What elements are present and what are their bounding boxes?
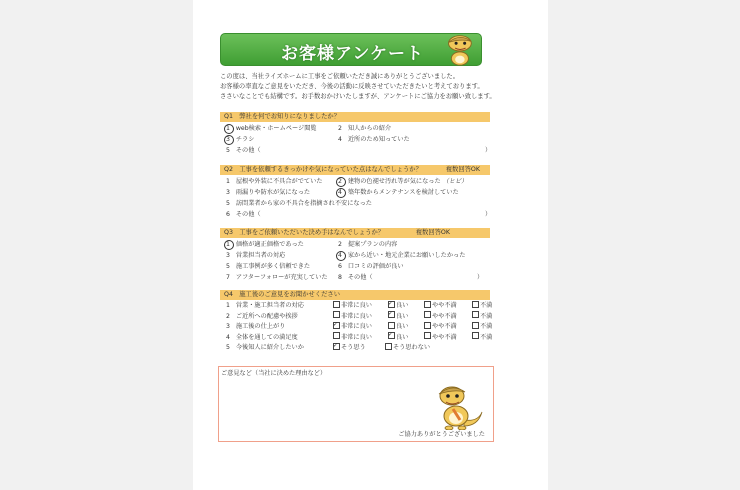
q3-option-8[interactable]: 8 その他（ — [338, 274, 373, 281]
checkbox-icon — [385, 343, 392, 350]
q3-option-5[interactable]: 5 施工事例が多く信頼できた — [226, 263, 311, 270]
q1-option-5[interactable]: 5 その他（ — [226, 147, 261, 154]
checkbox-icon — [424, 332, 431, 339]
q4-checkbox-option[interactable]: ✓ 良い — [388, 312, 408, 322]
q4-checkbox-option[interactable]: 不満 — [472, 333, 492, 343]
q4-checkbox-option[interactable]: 不満 — [472, 301, 492, 311]
q4-heading — [220, 290, 490, 300]
checkbox-icon — [333, 301, 340, 308]
q2-heading — [220, 165, 490, 175]
circled-mark — [224, 135, 234, 145]
q4-checkbox-option[interactable]: 不満 — [472, 312, 492, 322]
checkbox-icon — [472, 322, 479, 329]
circled-mark — [224, 124, 234, 134]
circled-mark — [224, 240, 234, 250]
paren-close: ） — [485, 211, 492, 218]
q4-checkbox-option[interactable]: ✓ 良い — [388, 301, 408, 311]
q4-checkbox-option[interactable]: 非常に良い — [333, 333, 372, 343]
q3-option-1[interactable]: 1 価格が適正価格であった — [226, 241, 304, 248]
paren-close: ） — [477, 274, 484, 281]
q1-heading — [220, 112, 490, 122]
checkbox-icon — [388, 301, 395, 308]
q4-checkbox-option[interactable]: ✓ 良い — [388, 333, 408, 343]
checkbox-icon — [472, 301, 479, 308]
q4-checkbox-option[interactable]: そう思わない — [385, 343, 430, 353]
checkbox-icon — [388, 311, 395, 318]
q2-note: 複数回答OK — [445, 166, 480, 173]
q3-option-3[interactable]: 3 営業担当者の対応 — [226, 252, 286, 259]
thanks-text: ご協力ありがとうございました — [398, 431, 485, 438]
q4-checkbox-option[interactable]: やや不満 — [424, 322, 457, 332]
checkbox-icon — [424, 301, 431, 308]
q4-checkbox-option[interactable]: 非常に良い — [333, 301, 372, 311]
handwritten-note: （ヒビ） — [442, 178, 468, 185]
q1-option-1[interactable]: 1 web検索・ホームページ閲覧 — [226, 125, 317, 132]
q2-option-3[interactable]: 3 雨漏りや防水が気になった — [226, 189, 311, 196]
dinosaur-mascot-icon — [434, 382, 484, 430]
q2-option-2[interactable]: 2 建物の色褪せ汚れ等が気になった （ヒビ） — [338, 178, 468, 185]
q4-row-label: 5 今後知人に紹介したいか — [226, 344, 304, 351]
intro-line: この度は、当社ライズホームに工事をご依頼いただき誠にありがとうございました。 — [220, 73, 460, 80]
circled-mark — [336, 188, 346, 198]
q3-heading-text: Q3 工事をご依頼いただいた決め手はなんでしょうか？ — [224, 229, 385, 236]
q3-option-7[interactable]: 7 アフターフォローが充実していた — [226, 274, 328, 281]
checkbox-icon — [333, 311, 340, 318]
q2-option-1[interactable]: 1 屋根や外装に不具合がでていた — [226, 178, 323, 185]
q3-note: 複数回答OK — [415, 229, 450, 236]
checkbox-icon — [388, 332, 395, 339]
q4-checkbox-option[interactable]: 非常に良い — [333, 312, 372, 322]
q1-heading-text: Q1 弊社を何でお知りになりましたか？ — [224, 113, 341, 120]
intro-line: ささいなことでも結構です。お手数おかけいたしますが、アンケートにご協力をお願い致します。 — [220, 93, 496, 100]
checkbox-icon — [424, 311, 431, 318]
checkbox-icon — [424, 322, 431, 329]
q1-option-3[interactable]: 3 チラシ — [226, 136, 255, 143]
q1-option-4[interactable]: 4 近所のため知っていた — [338, 136, 410, 143]
comment-box[interactable] — [218, 366, 494, 442]
checkbox-icon — [333, 322, 340, 329]
q2-heading-text: Q2 工事を依頼するきっかけや気になっていた点はなんでしょうか？ — [224, 166, 422, 173]
intro-text — [220, 72, 520, 102]
checkbox-icon — [388, 322, 395, 329]
q4-heading-text: Q4 施工後のご意見をお聞かせください — [224, 291, 341, 298]
q2-option-6[interactable]: 6 その他（ — [226, 211, 261, 218]
q3-option-4[interactable]: 4 家から近い・地元企業にお願いしたかった — [338, 252, 466, 259]
q4-checkbox-option[interactable]: 不満 — [472, 322, 492, 332]
circled-mark — [336, 177, 346, 187]
q3-heading — [220, 228, 490, 238]
q4-checkbox-option[interactable]: やや不満 — [424, 312, 457, 322]
circled-mark — [336, 251, 346, 261]
q4-checkbox-option[interactable]: やや不満 — [424, 301, 457, 311]
checkbox-icon — [333, 343, 340, 350]
title-banner — [220, 33, 482, 66]
checkbox-icon — [333, 332, 340, 339]
checkbox-icon — [472, 311, 479, 318]
comment-label: ご意見など（当社に決めた理由など） — [221, 370, 327, 377]
page-title: お客様アンケート — [281, 44, 424, 64]
q3-option-2[interactable]: 2 提案プランの内容 — [338, 241, 398, 248]
q2-option-4[interactable]: 4 築年数からメンテナンスを検討していた — [338, 189, 459, 196]
checkbox-icon — [472, 332, 479, 339]
q4-checkbox-option[interactable]: ✓ そう思う — [333, 343, 366, 353]
survey-page — [193, 0, 548, 490]
q4-row-label: 4 全体を通しての満足度 — [226, 333, 298, 341]
paren-close: ） — [485, 147, 492, 154]
q4-row-label: 3 施工後の仕上がり — [226, 323, 286, 330]
q2-option-5[interactable]: 5 訪問業者から家の不具合を指摘され不安になった — [226, 200, 372, 207]
q4-checkbox-option[interactable]: ✓ 非常に良い — [333, 322, 372, 332]
q4-row-label: 1 営業・施工担当者の対応 — [226, 302, 304, 309]
q4-row-label: 2 ご近所への配慮や挨拶 — [226, 312, 298, 320]
q1-option-2[interactable]: 2 知人からの紹介 — [338, 125, 392, 132]
dinosaur-mascot-icon — [439, 30, 477, 68]
q3-option-6[interactable]: 6 口コミの評価が良い — [338, 263, 404, 270]
intro-line: お客様の率直なご意見をいただき、今後の活動に反映させていただきたいと考えております。 — [220, 83, 484, 90]
q4-checkbox-option[interactable]: 良い — [388, 322, 408, 332]
q4-checkbox-option[interactable]: やや不満 — [424, 333, 457, 343]
